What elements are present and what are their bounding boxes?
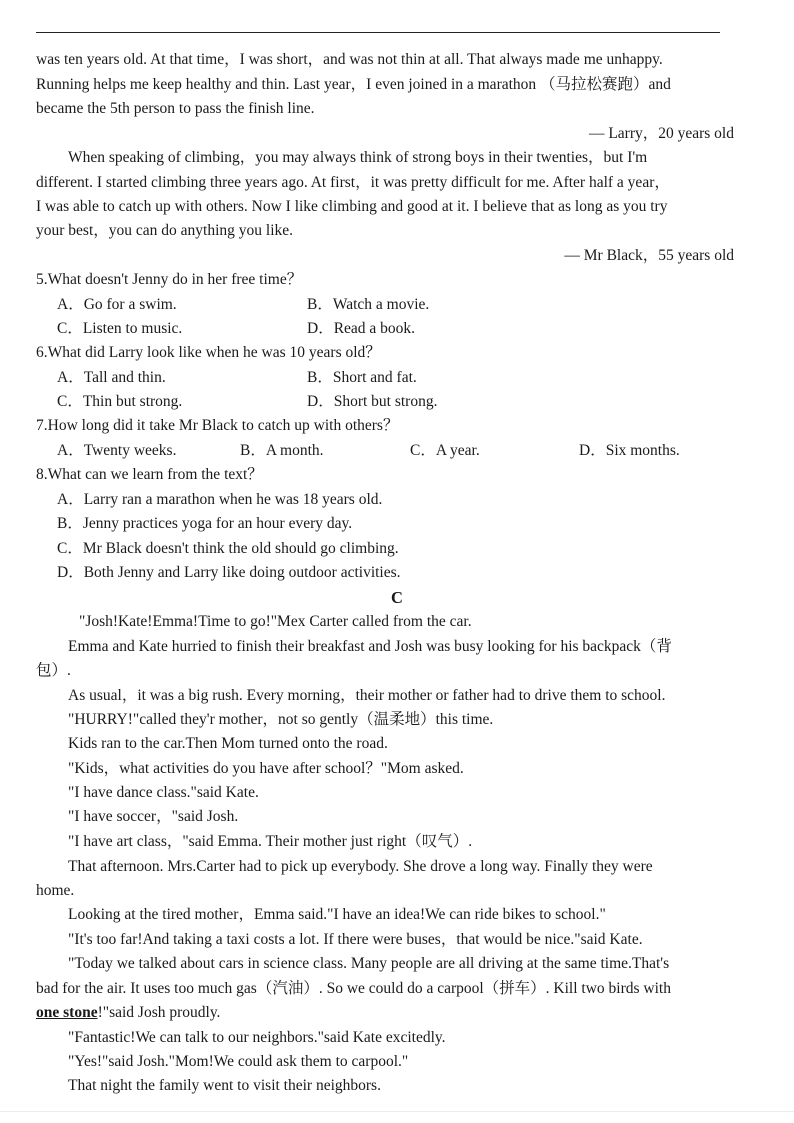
passage-c-line: 包）. [36, 662, 71, 679]
signature-mr-black: — Mr Black，55 years old [564, 247, 734, 264]
passage-c-line [36, 1003, 736, 1023]
question-8-option-a: A．Larry ran a marathon when he was 18 years old. [57, 491, 383, 508]
passage-c-line: home. [36, 882, 75, 899]
passage-b-line: your best，you can do anything you like. [36, 222, 293, 239]
question-7-option-d: D．Six months. [579, 442, 680, 459]
question-5-option-d: D．Read a book. [307, 320, 416, 337]
question-6-option-c: C．Thin but strong. [57, 393, 183, 410]
passage-b-line: When speaking of climbing，you may always think of strong boys in their twenties，but I'm [68, 149, 648, 166]
underlined-phrase: one stone [36, 1004, 98, 1021]
passage-c-line: Emma and Kate hurried to finish their breakfast and Josh was busy looking for his backpack（背 [68, 638, 672, 655]
question-5-stem: 5.What doesn't Jenny do in her free time？ [36, 271, 303, 288]
question-7-option-a: A．Twenty weeks. [57, 442, 177, 459]
question-8-option-d: D．Both Jenny and Larry like doing outdoor activities. [57, 564, 401, 581]
passage-b-line: was ten years old. At that time，I was short，and was not thin at all. That always made me unhappy. [36, 51, 663, 68]
header-rule [36, 32, 720, 33]
section-c-title: C [391, 588, 403, 607]
question-5-option-c: C．Listen to music. [57, 320, 183, 337]
passage-c-line: "Today we talked about cars in science class. Many people are all driving at the same time.That's [68, 955, 670, 972]
question-5-option-a: A．Go for a swim. [57, 296, 177, 313]
passage-c-line-rest: !"said Josh proudly. [97, 1004, 221, 1021]
passage-c-line: Kids ran to the car.Then Mom turned onto the road. [68, 735, 388, 752]
passage-b-line: I was able to catch up with others. Now I like climbing and good at it. I believe that as long as you try [36, 198, 668, 215]
passage-c-line: "I have soccer，"said Josh. [68, 808, 239, 825]
passage-c-line: As usual，it was a big rush. Every morning，their mother or father had to drive them to school. [68, 687, 666, 704]
question-7-option-c: C．A year. [410, 442, 480, 459]
passage-c-line: "It's too far!And taking a taxi costs a lot. If there were buses，that would be nice."said Kate. [68, 931, 643, 948]
question-6-stem: 6.What did Larry look like when he was 10 years old？ [36, 344, 381, 361]
question-7-stem: 7.How long did it take Mr Black to catch up with others？ [36, 417, 399, 434]
question-8-option-c: C．Mr Black doesn't think the old should go climbing. [57, 540, 399, 557]
passage-b-line: Running helps me keep healthy and thin. Last year，I even joined in a marathon （马拉松赛跑）and [36, 76, 671, 93]
question-7-option-b: B．A month. [240, 442, 324, 459]
passage-c-line: "Yes!"said Josh."Mom!We could ask them to carpool." [68, 1053, 409, 1070]
passage-b-line: different. I started climbing three years ago. At first，it was pretty difficult for me. After half a year， [36, 174, 670, 191]
passage-c-line: "Josh!Kate!Emma!Time to go!"Mex Carter called from the car. [79, 613, 472, 630]
passage-c-line: "Kids，what activities do you have after school？"Mom asked. [68, 760, 464, 777]
question-8-option-b: B．Jenny practices yoga for an hour every day. [57, 515, 353, 532]
signature-larry: — Larry，20 years old [588, 125, 734, 142]
question-6-option-b: B．Short and fat. [307, 369, 417, 386]
question-6-option-d: D．Short but strong. [307, 393, 438, 410]
question-6-option-a: A．Tall and thin. [57, 369, 166, 386]
question-5-option-b: B．Watch a movie. [307, 296, 430, 313]
footer-rule [0, 1111, 794, 1112]
passage-c-line: That afternoon. Mrs.Carter had to pick up everybody. She drove a long way. Finally they were [68, 858, 653, 875]
passage-c-line: Looking at the tired mother，Emma said."I have an idea!We can ride bikes to school." [68, 906, 606, 923]
question-8-stem: 8.What can we learn from the text？ [36, 466, 263, 483]
passage-c-line: "I have dance class."said Kate. [68, 784, 259, 801]
passage-c-line: "I have art class，"said Emma. Their mother just right（叹气）. [68, 833, 473, 850]
passage-b-line: became the 5th person to pass the finish line. [36, 100, 315, 117]
passage-c-line: That night the family went to visit their neighbors. [68, 1077, 381, 1094]
passage-c-line: "Fantastic!We can talk to our neighbors."said Kate excitedly. [68, 1029, 446, 1046]
passage-c-line: bad for the air. It uses too much gas（汽油）. So we could do a carpool（拼车）. Kill two birds with [36, 980, 671, 997]
passage-c-line: "HURRY!"called they'r mother，not so gently（温柔地）this time. [68, 711, 494, 728]
